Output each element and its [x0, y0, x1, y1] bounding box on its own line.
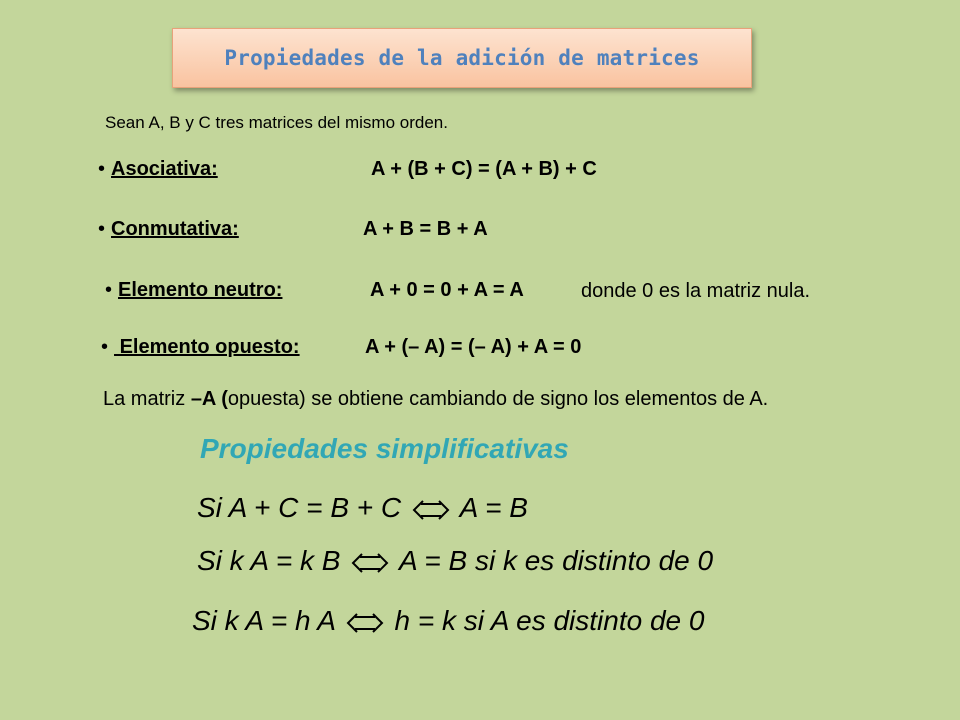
bullet: •: [101, 336, 109, 358]
double-arrow-iff-icon: [345, 613, 385, 633]
property-formula-conmutativa: A + B = B + A: [363, 218, 488, 240]
double-arrow-iff-icon: [350, 553, 390, 573]
rule-right: h = k si A es distinto de 0: [394, 605, 705, 636]
page-title: Propiedades de la adición de matrices: [224, 46, 700, 70]
bullet: •: [105, 279, 113, 301]
simplificativa-rule-3: [192, 605, 704, 637]
opposite-note-suffix: opuesta) se obtiene cambiando de signo los elementos de A.: [227, 388, 769, 410]
property-note-elemento-neutro: donde 0 es la matriz nula.: [581, 280, 811, 302]
double-arrow-iff-icon: [411, 500, 451, 520]
property-conmutativa: [98, 218, 239, 241]
rule-right: A = B: [459, 492, 528, 523]
property-elemento-neutro: [105, 279, 282, 302]
rule-left: Si k A = h A: [192, 605, 335, 636]
title-box: [172, 28, 752, 88]
property-label: Elemento opuesto:: [114, 336, 300, 358]
property-asociativa: [98, 158, 218, 181]
property-label: Conmutativa:: [111, 218, 239, 240]
property-formula-elemento-neutro: A + 0 = 0 + A = A: [370, 279, 524, 301]
simplificativa-rule-2: [197, 545, 713, 577]
intro-text: Sean A, B y C tres matrices del mismo orden.: [105, 113, 448, 132]
rule-left: Si A + C = B + C: [197, 492, 402, 523]
bullet: •: [98, 218, 106, 240]
opposite-note-prefix: La matriz: [103, 388, 191, 410]
property-formula-asociativa: A + (B + C) = (A + B) + C: [371, 158, 597, 180]
property-formula-elemento-opuesto: A + (– A) = (– A) + A = 0: [365, 336, 582, 358]
simplificativa-rule-1: [197, 492, 528, 524]
bullet: •: [98, 158, 106, 180]
rule-right: A = B si k es distinto de 0: [398, 545, 714, 576]
property-label: Asociativa:: [111, 158, 218, 180]
property-label: Elemento neutro:: [118, 279, 283, 301]
opposite-note-bold: –A (: [190, 388, 228, 410]
rule-left: Si k A = k B: [197, 545, 341, 576]
opposite-matrix-note: [103, 388, 768, 411]
property-elemento-opuesto: [101, 336, 300, 359]
simplificativas-title: Propiedades simplificativas: [200, 433, 569, 464]
